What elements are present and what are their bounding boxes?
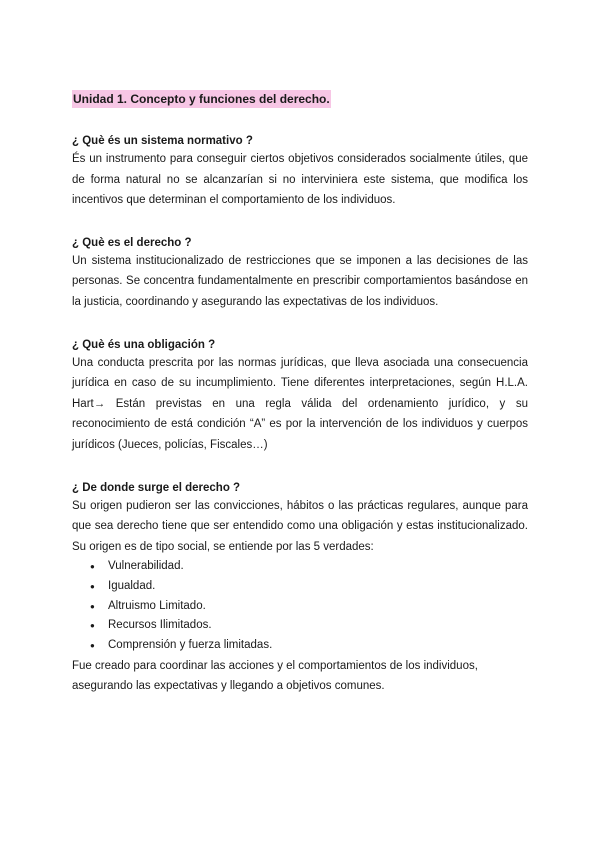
list-item: ● Vulnerabilidad. [90,557,528,577]
five-truths-list [72,557,528,656]
section-paragraph: Un sistema institucionalizado de restricciones que se imponen a las decisiones de las personas. Se concentra fundamentalmente en prescribir comportamientos basándose en la justicia, coordinando y asegurando las expectativas de los individuos. [72,254,528,308]
document-page [72,90,528,697]
list-item: ● Altruismo Limitado. [90,597,528,617]
section-heading: ¿ Què és una obligación ? [72,338,216,351]
section-paragraph: Una conducta prescrita por las normas jurídicas, que lleva asociada una consecuencia jurídica en caso de su incumplimiento. Tiene diferentes interpretaciones, según H.L.A. Hart→ Están previstas en una regla válida del ordenamiento jurídico, y su reconocimiento de está condición “A” es por la intervención de los individuos y cuerpos jurídicos (Jueces, policías, Fiscales…) [72,356,528,451]
section-heading: ¿ Què es el derecho ? [72,236,192,249]
section-law [72,235,528,313]
list-item: ● Comprensión y fuerza limitadas. [90,636,528,656]
section-heading: ¿ De donde surge el derecho ? [72,481,241,494]
section-paragraph: És un instrumento para conseguir ciertos objetivos considerados socialmente útiles, que de forma natural no se alcanzarían si no interviniera este sistema, que modifica los incentivos que determinan el comportamiento de los individuos. [72,153,528,207]
list-item: ● Igualdad. [90,577,528,597]
section-obligation [72,337,528,456]
closing-paragraph: Fue creado para coordinar las acciones y el comportamientos de los individuos, asegurando las expectativas y llegando a objetivos comunes. [72,659,478,693]
section-normative-system [72,133,528,211]
list-item: ● Recursos Ilimitados. [90,616,528,636]
section-heading: ¿ Què és un sistema normativo ? [72,135,253,147]
section-paragraph: Su origen pudieron ser las convicciones, hábitos o las prácticas regulares, aunque para que sea derecho tiene que ser entendido como una obligación y estas institucionalizado. Su origen es de tipo social, se entiende por las 5 verdades: [72,499,528,553]
section-origin-of-law [72,480,528,697]
unit-title: Unidad 1. Concepto y funciones del derecho. [73,92,330,106]
